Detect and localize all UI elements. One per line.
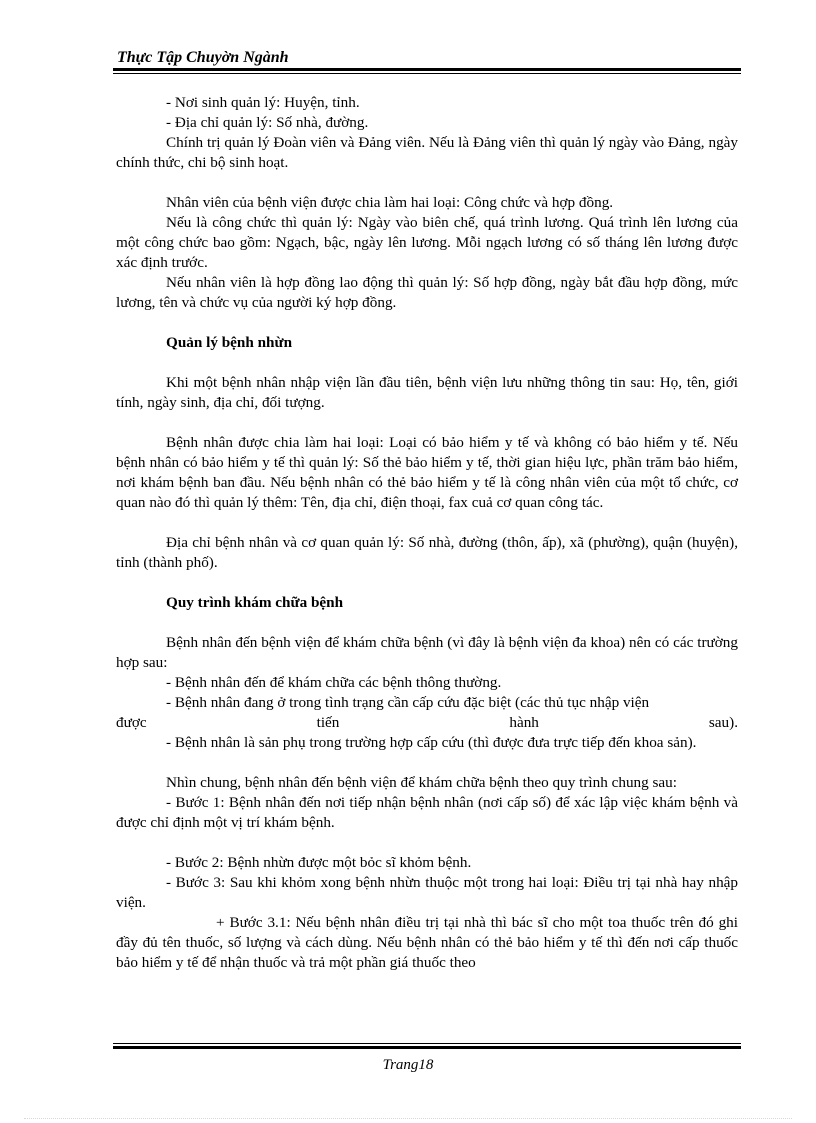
- paragraph: + Bước 3.1: Nếu bệnh nhân điều trị tại nhà thì bác sĩ cho một toa thuốc trên đó ghi đầy đủ tên thuốc, số lượng và cách dùng. Nếu bệnh nhân có thẻ bảo hiểm y tế thì đến nơi cấp thuốc bảo hiểm y tế để nhận thuốc và trả một phần giá thuốc theo: [116, 914, 738, 971]
- paragraph: Bệnh nhân đến bệnh viện để khám chữa bệnh (vì đây là bệnh viện đa khoa) nên có các trường hợp sau:: [116, 634, 738, 671]
- paragraph: Nếu là công chức thì quản lý: Ngày vào biên chế, quá trình lương. Quá trình lên lương của một công chức bao gồm: Ngạch, bậc, ngày lên lương. Mỗi ngạch lương có số tháng lên lương được xác định trước.: [116, 214, 738, 271]
- paragraph: Nhìn chung, bệnh nhân đến bệnh viện để khám chữa bệnh theo quy trình chung sau:: [166, 774, 677, 791]
- paragraph: - Nơi sinh quản lý: Huyện, tỉnh.: [166, 94, 360, 111]
- paragraph: Bệnh nhân được chia làm hai loại: Loại có bảo hiểm y tế và không có bảo hiểm y tế. Nếu bệnh nhân có bảo hiểm y tế thì quản lý: Số thẻ bảo hiểm y tế, thời gian hiệu lực, phần trăm bảo hiểm, nơi khám bệnh ban đầu. Nếu bệnh nhân có thẻ bảo hiểm y tế là công nhân viên của một tổ chức, cơ quan nào đó thì quản lý thêm: Tên, địa chỉ, điện thoại, fax cuả cơ quan công tác.: [116, 434, 738, 511]
- paragraph: - Bước 3: Sau khi khỏm xong bệnh nhừn thuộc một trong hai loại: Điều trị tại nhà hay nhập viện.: [116, 874, 738, 911]
- paragraph: Khi một bệnh nhân nhập viện lần đầu tiên, bệnh viện lưu những thông tin sau: Họ, tên, giới tính, ngày sinh, địa chỉ, đối tượng.: [116, 374, 738, 411]
- paragraph: Nhân viên của bệnh viện được chia làm hai loại: Công chức và hợp đồng.: [166, 194, 614, 211]
- paragraph: Địa chỉ bệnh nhân và cơ quan quản lý: Số nhà, đường (thôn, ấp), xã (phường), quận (huyện), tỉnh (thành phố).: [116, 534, 738, 571]
- paragraph: - Bước 1: Bệnh nhân đến nơi tiếp nhận bệnh nhân (nơi cấp số) để xác lập việc khám bệnh và được chỉ định một vị trí khám bệnh.: [116, 794, 738, 831]
- header-rule-thick: [113, 68, 741, 71]
- header-rule-thin: [113, 73, 741, 74]
- paragraph: - Bước 2: Bệnh nhừn được một bỏc sĩ khỏm bệnh.: [166, 854, 472, 871]
- paragraph: được tiến hành sau).: [116, 714, 738, 731]
- page-edge-divider: [24, 1118, 792, 1119]
- section-heading: Quy trình khám chữa bệnh: [166, 594, 344, 611]
- footer-rule-thick: [113, 1046, 741, 1049]
- paragraph: Nếu nhân viên là hợp đồng lao động thì quản lý: Số hợp đồng, ngày bắt đầu hợp đồng, mức lương, tên và chức vụ của người ký hợp đồng.: [116, 274, 738, 311]
- paragraph: Chính trị quản lý Đoàn viên và Đảng viên. Nếu là Đảng viên thì quản lý ngày vào Đảng, ngày chính thức, chi bộ sinh hoạt.: [116, 134, 738, 171]
- footer-rule-thin: [113, 1043, 741, 1044]
- document-body: [116, 93, 738, 973]
- paragraph: - Bệnh nhân đến để khám chữa các bệnh thông thường.: [166, 674, 502, 691]
- page-number: Trang18: [382, 1057, 434, 1073]
- section-heading: Quản lý bệnh nhừn: [166, 334, 293, 351]
- page-header-title: Thực Tập Chuyờn Ngành: [117, 49, 289, 66]
- paragraph: - Bệnh nhân là sản phụ trong trường hợp cấp cứu (thì được đưa trực tiếp đến khoa sản).: [166, 734, 697, 751]
- paragraph: - Bệnh nhân đang ở trong tình trạng cần cấp cứu đặc biệt (các thủ tục nhập viện: [166, 694, 650, 711]
- paragraph: - Địa chỉ quản lý: Số nhà, đường.: [166, 114, 369, 131]
